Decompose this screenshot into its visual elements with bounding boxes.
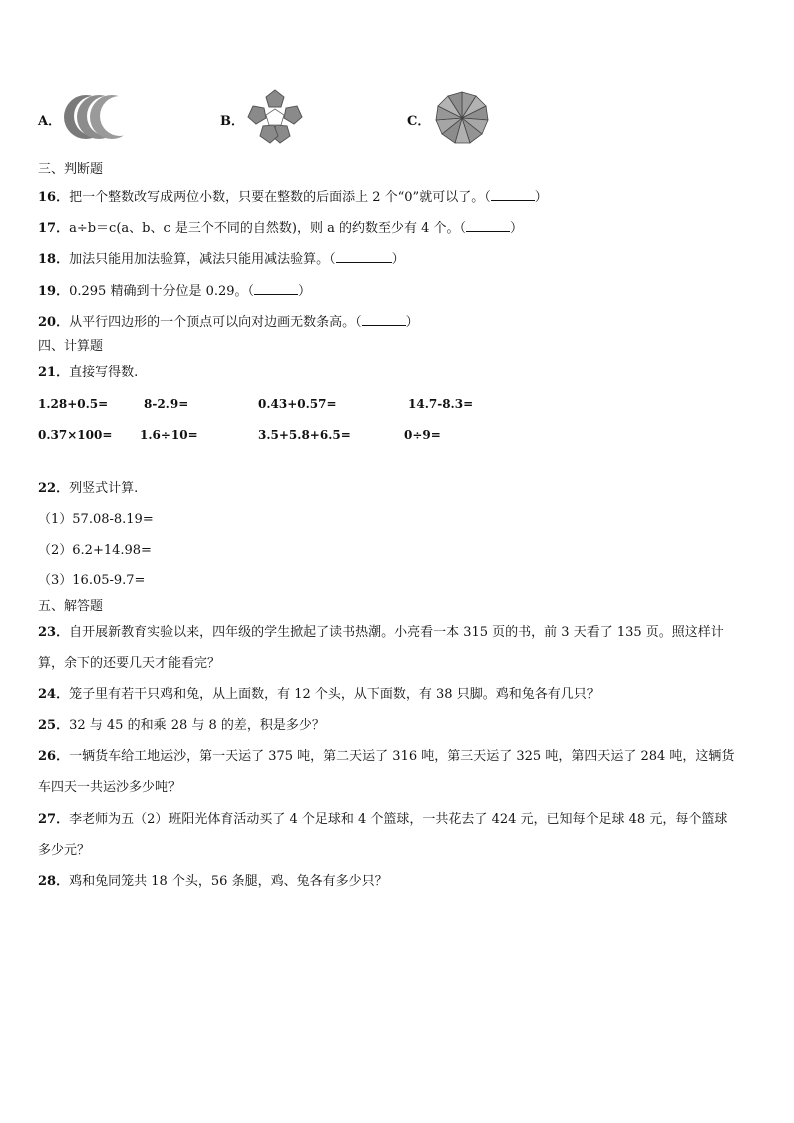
question-20 <box>38 313 419 331</box>
bracket-close: ） <box>405 315 419 330</box>
option-c-label: C． <box>407 114 431 129</box>
answer-blank[interactable] <box>336 250 392 263</box>
section-heading-word-problems: 五、解答题 <box>38 599 104 614</box>
calc-item: 0÷9= <box>404 428 441 442</box>
question-number: 22． <box>38 481 70 496</box>
question-text: 从平行四边形的一个顶点可以向对边画无数条高。（ <box>69 315 362 330</box>
question-number: 28． <box>38 874 70 889</box>
question-text: 一辆货车给工地运沙，第一天运了 375 吨，第二天运了 316 吨，第三天运了 325 吨，第四天运了 284 吨，这辆货 <box>69 749 735 764</box>
option-b-label: B． <box>220 114 244 129</box>
calc-item: 0.43+0.57= <box>258 397 337 411</box>
pentagon-flower-icon <box>244 88 306 148</box>
calc-item: 14.7-8.3= <box>408 397 474 411</box>
question-text: 笼子里有若干只鸡和兔，从上面数，有 12 个头，从下面数，有 38 只脚。鸡和兔各有几只？ <box>69 687 600 702</box>
question-number: 19． <box>38 284 70 299</box>
question-23-line-1 <box>38 625 724 641</box>
answer-blank[interactable] <box>362 313 406 326</box>
option-a-label: A． <box>38 114 62 129</box>
section-heading-judgement: 三、判断题 <box>38 162 104 177</box>
question-19 <box>38 282 311 300</box>
question-number: 20． <box>38 315 70 330</box>
question-28 <box>38 874 388 890</box>
question-text: 32 与 45 的和乘 28 与 8 的差，积是多少？ <box>69 718 325 733</box>
question-number: 23． <box>38 625 70 640</box>
question-25 <box>38 718 325 734</box>
calc-item: 3.5+5.8+6.5= <box>258 428 351 442</box>
question-text: 把一个整数改写成两位小数，只要在整数的后面添上 2 个“0”就可以了。（ <box>69 190 491 205</box>
question-text: 列竖式计算. <box>69 481 139 496</box>
bracket-close: ） <box>391 252 405 267</box>
answer-blank[interactable] <box>466 219 510 232</box>
calc-item: 0.37×100= <box>38 428 113 442</box>
bracket-close: ） <box>510 221 524 236</box>
question-26-line-1 <box>38 749 734 765</box>
calc-item: 1.6÷10= <box>140 428 198 442</box>
question-text: 李老师为五（2）班阳光体育活动买了 4 个足球和 4 个篮球，一共花去了 424 元，已知每个足球 48 元，每个篮球 <box>69 812 728 827</box>
question-text: 0.295 精确到十分位是 0.29。（ <box>69 284 255 299</box>
question-text: a÷b＝c(a、b、c 是三个不同的自然数)，则 a 的约数至少有 4 个。（ <box>69 221 467 236</box>
question-text: 自开展新教育实验以来，四年级的学生掀起了读书热潮。小亮看一本 315 页的书，前 3 天看了 135 页。照这样计 <box>69 625 724 640</box>
question-18 <box>38 250 405 268</box>
question-21 <box>38 365 138 381</box>
question-number: 21． <box>38 365 70 380</box>
question-number: 27． <box>38 812 70 827</box>
crescent-moons-icon <box>62 92 132 142</box>
question-17 <box>38 219 523 237</box>
question-text: 鸡和兔同笼共 18 个头，56 条腿，鸡、兔各有多少只？ <box>69 874 388 889</box>
answer-blank[interactable] <box>491 188 535 201</box>
question-number: 24． <box>38 687 70 702</box>
question-number: 16． <box>38 190 70 205</box>
question-number: 25． <box>38 718 70 733</box>
spiral-triangles-icon <box>432 88 492 148</box>
bracket-close: ） <box>534 190 548 205</box>
vertical-calc-1: （1）57.08-8.19= <box>38 512 154 527</box>
calc-item: 8-2.9= <box>144 397 189 411</box>
question-text: 直接写得数. <box>69 365 139 380</box>
question-number: 17． <box>38 221 70 236</box>
question-text: 加法只能用加法验算，减法只能用减法验算。（ <box>69 252 336 267</box>
question-16 <box>38 188 548 206</box>
question-22 <box>38 481 138 497</box>
question-27-line-2: 多少元？ <box>38 843 91 858</box>
question-27-line-1 <box>38 812 727 828</box>
vertical-calc-3: （3）16.05-9.7= <box>38 573 146 588</box>
question-24 <box>38 687 600 703</box>
answer-blank[interactable] <box>254 282 298 295</box>
section-heading-calculation: 四、计算题 <box>38 339 104 354</box>
question-23-line-2: 算，余下的还要几天才能看完？ <box>38 656 221 671</box>
calc-item: 1.28+0.5= <box>38 397 109 411</box>
question-number: 26． <box>38 749 70 764</box>
vertical-calc-2: （2）6.2+14.98= <box>38 543 152 558</box>
question-26-line-2: 车四天一共运沙多少吨？ <box>38 780 182 795</box>
question-number: 18． <box>38 252 70 267</box>
bracket-close: ） <box>298 284 312 299</box>
